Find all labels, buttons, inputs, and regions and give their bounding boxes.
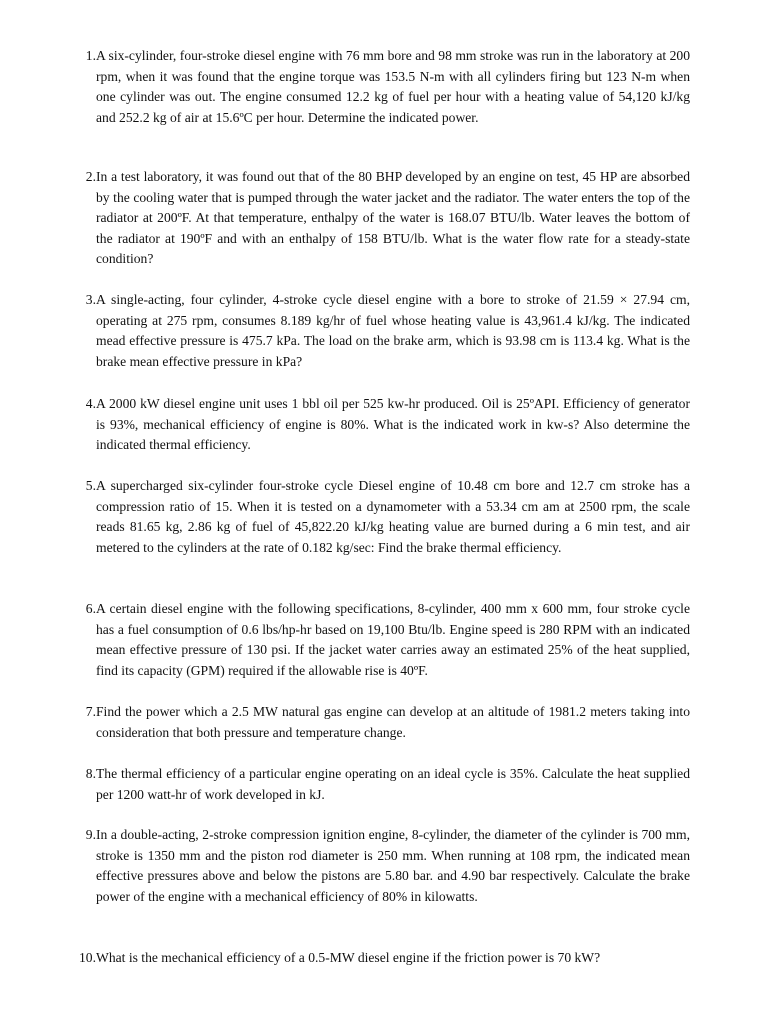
problem-6: [72, 599, 690, 681]
problem-7: [72, 702, 690, 743]
problem-10: [72, 948, 690, 969]
problem-number: 7.: [85, 704, 96, 719]
problem-number: 3.: [85, 292, 96, 307]
problem-number: 6.: [85, 601, 96, 616]
problem-text: A 2000 kW diesel engine unit uses 1 bbl oil per 525 kw-hr produced. Oil is 25ºAPI. Efficiency of generator is 93%, mechanical efficiency of engine is 80%. What is the indicated work in kw-s? Also determine the indicated thermal efficiency.: [96, 396, 690, 453]
problem-text: The thermal efficiency of a particular engine operating on an ideal cycle is 35%. Calculate the heat supplied per 1200 watt-hr of work developed in kJ.: [96, 766, 690, 802]
problem-4: [72, 394, 690, 456]
problem-text: In a double-acting, 2-stroke compression ignition engine, 8-cylinder, the diameter of the cylinder is 700 mm, stroke is 1350 mm and the piston rod diameter is 250 mm. When running at 108 rpm, the indicated mean effective pressures above and below the pistons are 5.80 bar. and 4.90 bar respectively. Calculate the brake power of the engine with a mechanical efficiency of 80% in kilowatts.: [96, 827, 690, 904]
problem-5: [72, 476, 690, 558]
problem-number: 9.: [85, 827, 96, 842]
problem-text: A six-cylinder, four-stroke diesel engine with 76 mm bore and 98 mm stroke was run in the laboratory at 200 rpm, when it was found that the engine torque was 153.5 N-m with all cylinders firing but 123 N-m when one cylinder was out. The engine consumed 12.2 kg of fuel per hour with a heating value of 54,120 kJ/kg and 252.2 kg of air at 15.6ºC per hour. Determine the indicated power.: [96, 48, 690, 125]
problem-number: 4.: [85, 396, 96, 411]
problem-number: 5.: [85, 478, 96, 493]
problem-text: In a test laboratory, it was found out that of the 80 BHP developed by an engine on test, 45 HP are absorbed by the cooling water that is pumped through the water jacket and the radiator. The water enters the top of the radiator at 200ºF. At that temperature, enthalpy of the water is 168.07 BTU/lb. Water leaves the bottom of the radiator at 190ºF and with an enthalpy of 158 BTU/lb. What is the water flow rate for a steady-state condition?: [96, 169, 690, 267]
problem-text: A supercharged six-cylinder four-stroke cycle Diesel engine of 10.48 cm bore and 12.7 cm stroke has a compression ratio of 15. When it is tested on a dynamometer with a 53.34 cm am at 2500 rpm, the scale reads 81.65 kg, 2.86 kg of fuel of 45,822.20 kJ/kg heating value are burned during a 6 min test, and air metered to the cylinders at the rate of 0.182 kg/sec: Find the brake thermal efficiency.: [96, 478, 690, 555]
problem-number: 8.: [85, 766, 96, 781]
problem-3: [72, 290, 690, 372]
problem-text: A single-acting, four cylinder, 4-stroke cycle diesel engine with a bore to stroke of 21.59 × 27.94 cm, operating at 275 rpm, consumes 8.189 kg/hr of fuel whose heating value is 43,961.4 kJ/kg. The indicated mead effective pressure is 475.7 kPa. The load on the brake arm, which is 93.98 cm is 113.4 kg. What is the brake mean effective pressure in kPa?: [96, 292, 690, 369]
problem-2: [72, 167, 690, 270]
problem-9: [72, 825, 690, 907]
problem-text: What is the mechanical efficiency of a 0.5-MW diesel engine if the friction power is 70 kW?: [96, 950, 601, 965]
problem-text: Find the power which a 2.5 MW natural gas engine can develop at an altitude of 1981.2 meters taking into consideration that both pressure and temperature change.: [96, 704, 690, 740]
problem-number: 10.: [79, 950, 96, 965]
problem-number: 2.: [85, 169, 96, 184]
problem-text: A certain diesel engine with the following specifications, 8-cylinder, 400 mm x 600 mm, four stroke cycle has a fuel consumption of 0.6 lbs/hp-hr based on 19,100 Btu/lb. Engine speed is 280 RPM with an indicated mean effective pressure of 130 psi. If the jacket water carries away an estimated 25% of the heat supplied, find its capacity (GPM) required if the allowable rise is 40ºF.: [96, 601, 690, 678]
problem-number: 1.: [85, 48, 96, 63]
problem-8: [72, 764, 690, 805]
problem-1: [72, 46, 690, 128]
